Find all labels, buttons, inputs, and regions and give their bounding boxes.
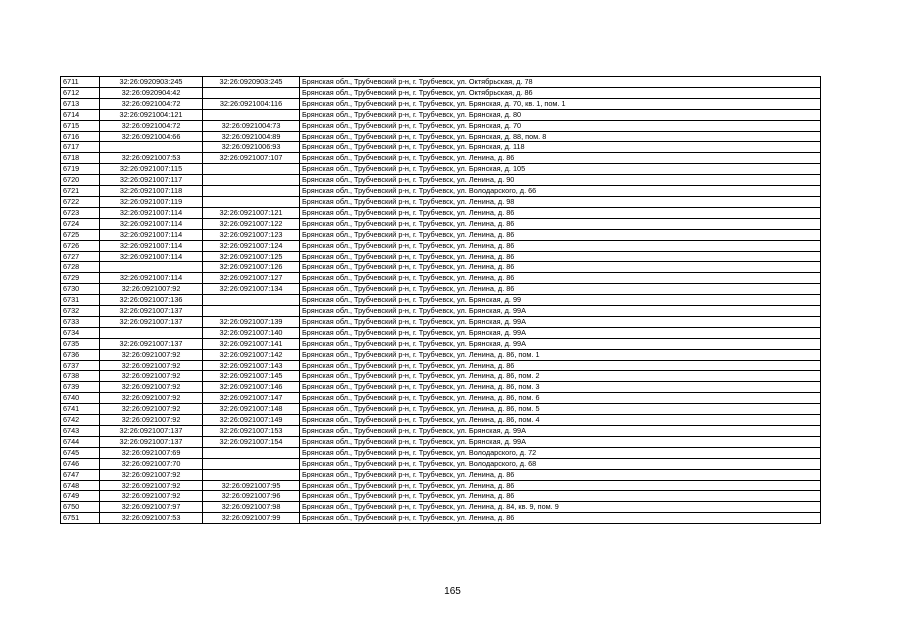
address-cell: Брянская обл., Трубчевский р-н, г. Трубчевск, ул. Брянская, д. 99 xyxy=(300,295,821,306)
address-cell: Брянская обл., Трубчевский р-н, г. Трубчевск, ул. Ленина, д. 86 xyxy=(300,273,821,284)
sub-object-number-cell: 32:26:0921007:147 xyxy=(203,393,300,404)
address-cell: Брянская обл., Трубчевский р-н, г. Трубчевск, ул. Ленина, д. 86 xyxy=(300,491,821,502)
sub-object-number-cell: 32:26:0921007:154 xyxy=(203,436,300,447)
cadastral-number-cell: 32:26:0921004:72 xyxy=(100,120,203,131)
sub-object-number-cell: 32:26:0921007:98 xyxy=(203,502,300,513)
table-row xyxy=(61,513,821,524)
cadastral-number-cell: 32:26:0921007:118 xyxy=(100,186,203,197)
sub-object-number-cell xyxy=(203,164,300,175)
sub-object-number-cell xyxy=(203,196,300,207)
sub-object-number-cell: 32:26:0921007:149 xyxy=(203,415,300,426)
cadastral-number-cell: 32:26:0921004:66 xyxy=(100,131,203,142)
sub-object-number-cell: 32:26:0921006:93 xyxy=(203,142,300,153)
sub-object-number-cell xyxy=(203,109,300,120)
row-number-cell: 6746 xyxy=(61,458,100,469)
table-row xyxy=(61,196,821,207)
row-number-cell: 6715 xyxy=(61,120,100,131)
table-row xyxy=(61,480,821,491)
address-cell: Брянская обл., Трубчевский р-н, г. Трубчевск, ул. Ленина, д. 90 xyxy=(300,175,821,186)
cadastral-number-cell: 32:26:0921007:53 xyxy=(100,153,203,164)
table-row xyxy=(61,458,821,469)
cadastral-number-cell: 32:26:0921007:137 xyxy=(100,426,203,437)
cadastral-number-cell: 32:26:0921007:92 xyxy=(100,393,203,404)
address-cell: Брянская обл., Трубчевский р-н, г. Трубчевск, ул. Ленина, д. 86 xyxy=(300,469,821,480)
table-row xyxy=(61,186,821,197)
sub-object-number-cell xyxy=(203,447,300,458)
sub-object-number-cell: 32:26:0921007:122 xyxy=(203,218,300,229)
table-row xyxy=(61,262,821,273)
table-row xyxy=(61,404,821,415)
table-row xyxy=(61,316,821,327)
cadastral-number-cell: 32:26:0921004:121 xyxy=(100,109,203,120)
row-number-cell: 6730 xyxy=(61,284,100,295)
sub-object-number-cell: 32:26:0921004:116 xyxy=(203,98,300,109)
cadastral-number-cell: 32:26:0921007:136 xyxy=(100,295,203,306)
row-number-cell: 6737 xyxy=(61,360,100,371)
table-row xyxy=(61,371,821,382)
table-row xyxy=(61,77,821,88)
row-number-cell: 6720 xyxy=(61,175,100,186)
sub-object-number-cell xyxy=(203,295,300,306)
address-cell: Брянская обл., Трубчевский р-н, г. Трубчевск, ул. Ленина, д. 86, пом. 6 xyxy=(300,393,821,404)
cadastral-number-cell: 32:26:0921007:70 xyxy=(100,458,203,469)
cadastral-number-cell: 32:26:0921007:114 xyxy=(100,207,203,218)
table-row xyxy=(61,284,821,295)
sub-object-number-cell: 32:26:0921007:153 xyxy=(203,426,300,437)
address-cell: Брянская обл., Трубчевский р-н, г. Трубчевск, ул. Брянская, д. 99А xyxy=(300,306,821,317)
cadastral-number-cell: 32:26:0921007:114 xyxy=(100,273,203,284)
sub-object-number-cell: 32:26:0921007:96 xyxy=(203,491,300,502)
table-row xyxy=(61,109,821,120)
address-cell: Брянская обл., Трубчевский р-н, г. Трубчевск, ул. Ленина, д. 86 xyxy=(300,218,821,229)
address-cell: Брянская обл., Трубчевский р-н, г. Трубчевск, ул. Ленина, д. 86 xyxy=(300,262,821,273)
address-cell: Брянская обл., Трубчевский р-н, г. Трубчевск, ул. Брянская, д. 99А xyxy=(300,316,821,327)
row-number-cell: 6735 xyxy=(61,338,100,349)
address-cell: Брянская обл., Трубчевский р-н, г. Трубчевск, ул. Ленина, д. 86, пом. 3 xyxy=(300,382,821,393)
address-cell: Брянская обл., Трубчевский р-н, г. Трубчевск, ул. Брянская, д. 118 xyxy=(300,142,821,153)
sub-object-number-cell: 32:26:0921007:143 xyxy=(203,360,300,371)
table-row xyxy=(61,153,821,164)
cadastral-number-cell: 32:26:0921007:114 xyxy=(100,251,203,262)
row-number-cell: 6711 xyxy=(61,77,100,88)
address-cell: Брянская обл., Трубчевский р-н, г. Трубчевск, ул. Ленина, д. 84, кв. 9, пом. 9 xyxy=(300,502,821,513)
sub-object-number-cell: 32:26:0921007:95 xyxy=(203,480,300,491)
table-row xyxy=(61,426,821,437)
sub-object-number-cell: 32:26:0921007:126 xyxy=(203,262,300,273)
table-row xyxy=(61,131,821,142)
row-number-cell: 6739 xyxy=(61,382,100,393)
sub-object-number-cell: 32:26:0921007:99 xyxy=(203,513,300,524)
row-number-cell: 6721 xyxy=(61,186,100,197)
sub-object-number-cell: 32:26:0920903:245 xyxy=(203,77,300,88)
cadastral-number-cell: 32:26:0920904:42 xyxy=(100,87,203,98)
row-number-cell: 6749 xyxy=(61,491,100,502)
address-cell: Брянская обл., Трубчевский р-н, г. Трубчевск, ул. Октябрьская, д. 86 xyxy=(300,87,821,98)
sub-object-number-cell: 32:26:0921007:139 xyxy=(203,316,300,327)
sub-object-number-cell: 32:26:0921007:142 xyxy=(203,349,300,360)
table-row xyxy=(61,120,821,131)
table-row xyxy=(61,87,821,98)
table-row xyxy=(61,273,821,284)
row-number-cell: 6751 xyxy=(61,513,100,524)
row-number-cell: 6742 xyxy=(61,415,100,426)
row-number-cell: 6731 xyxy=(61,295,100,306)
page-number: 165 xyxy=(444,586,461,597)
table-row xyxy=(61,447,821,458)
address-cell: Брянская обл., Трубчевский р-н, г. Трубчевск, ул. Ленина, д. 86 xyxy=(300,240,821,251)
cadastral-number-cell: 32:26:0921007:92 xyxy=(100,360,203,371)
address-cell: Брянская обл., Трубчевский р-н, г. Трубчевск, ул. Володарского, д. 72 xyxy=(300,447,821,458)
address-cell: Брянская обл., Трубчевский р-н, г. Трубчевск, ул. Брянская, д. 88, пом. 8 xyxy=(300,131,821,142)
address-cell: Брянская обл., Трубчевский р-н, г. Трубчевск, ул. Ленина, д. 86, пом. 5 xyxy=(300,404,821,415)
row-number-cell: 6747 xyxy=(61,469,100,480)
sub-object-number-cell: 32:26:0921007:124 xyxy=(203,240,300,251)
cadastral-number-cell: 32:26:0921007:137 xyxy=(100,306,203,317)
table-row xyxy=(61,327,821,338)
table-row xyxy=(61,415,821,426)
sub-object-number-cell: 32:26:0921007:145 xyxy=(203,371,300,382)
table-row xyxy=(61,164,821,175)
cadastral-number-cell: 32:26:0921007:114 xyxy=(100,218,203,229)
table-row xyxy=(61,360,821,371)
address-cell: Брянская обл., Трубчевский р-н, г. Трубчевск, ул. Брянская, д. 99А xyxy=(300,338,821,349)
row-number-cell: 6745 xyxy=(61,447,100,458)
address-cell: Брянская обл., Трубчевский р-н, г. Трубчевск, ул. Брянская, д. 99А xyxy=(300,327,821,338)
sub-object-number-cell: 32:26:0921007:127 xyxy=(203,273,300,284)
cadastral-number-cell: 32:26:0921007:92 xyxy=(100,480,203,491)
cadastral-number-cell: 32:26:0921007:115 xyxy=(100,164,203,175)
row-number-cell: 6719 xyxy=(61,164,100,175)
table-row xyxy=(61,240,821,251)
cadastral-number-cell: 32:26:0921007:92 xyxy=(100,491,203,502)
sub-object-number-cell: 32:26:0921004:89 xyxy=(203,131,300,142)
row-number-cell: 6714 xyxy=(61,109,100,120)
table-row xyxy=(61,502,821,513)
table-row xyxy=(61,349,821,360)
address-cell: Брянская обл., Трубчевский р-н, г. Трубчевск, ул. Ленина, д. 86, пом. 2 xyxy=(300,371,821,382)
table-row xyxy=(61,207,821,218)
sub-object-number-cell: 32:26:0921007:148 xyxy=(203,404,300,415)
row-number-cell: 6727 xyxy=(61,251,100,262)
table-row xyxy=(61,469,821,480)
cadastral-number-cell: 32:26:0921007:92 xyxy=(100,284,203,295)
address-cell: Брянская обл., Трубчевский р-н, г. Трубчевск, ул. Брянская, д. 99А xyxy=(300,426,821,437)
table-row xyxy=(61,491,821,502)
row-number-cell: 6748 xyxy=(61,480,100,491)
row-number-cell: 6734 xyxy=(61,327,100,338)
row-number-cell: 6744 xyxy=(61,436,100,447)
address-cell: Брянская обл., Трубчевский р-н, г. Трубчевск, ул. Брянская, д. 105 xyxy=(300,164,821,175)
address-cell: Брянская обл., Трубчевский р-н, г. Трубчевск, ул. Ленина, д. 86 xyxy=(300,360,821,371)
address-cell: Брянская обл., Трубчевский р-н, г. Трубчевск, ул. Ленина, д. 86, пом. 4 xyxy=(300,415,821,426)
cadastral-number-cell: 32:26:0921007:92 xyxy=(100,371,203,382)
row-number-cell: 6713 xyxy=(61,98,100,109)
sub-object-number-cell: 32:26:0921007:146 xyxy=(203,382,300,393)
row-number-cell: 6743 xyxy=(61,426,100,437)
cadastral-number-cell: 32:26:0921007:119 xyxy=(100,196,203,207)
address-cell: Брянская обл., Трубчевский р-н, г. Трубчевск, ул. Брянская, д. 80 xyxy=(300,109,821,120)
sub-object-number-cell xyxy=(203,87,300,98)
cadastral-number-cell: 32:26:0921007:92 xyxy=(100,415,203,426)
address-cell: Брянская обл., Трубчевский р-н, г. Трубчевск, ул. Брянская, д. 99А xyxy=(300,436,821,447)
cadastral-number-cell: 32:26:0921007:92 xyxy=(100,382,203,393)
row-number-cell: 6729 xyxy=(61,273,100,284)
registry-table xyxy=(60,76,821,524)
registry-table-body xyxy=(61,77,821,524)
cadastral-number-cell: 32:26:0920903:245 xyxy=(100,77,203,88)
row-number-cell: 6717 xyxy=(61,142,100,153)
address-cell: Брянская обл., Трубчевский р-н, г. Трубчевск, ул. Ленина, д. 86 xyxy=(300,513,821,524)
table-row xyxy=(61,142,821,153)
cadastral-number-cell: 32:26:0921007:137 xyxy=(100,338,203,349)
cadastral-number-cell: 32:26:0921007:92 xyxy=(100,349,203,360)
address-cell: Брянская обл., Трубчевский р-н, г. Трубчевск, ул. Ленина, д. 98 xyxy=(300,196,821,207)
cadastral-number-cell: 32:26:0921007:92 xyxy=(100,404,203,415)
address-cell: Брянская обл., Трубчевский р-н, г. Трубчевск, ул. Ленина, д. 86 xyxy=(300,153,821,164)
address-cell: Брянская обл., Трубчевский р-н, г. Трубчевск, ул. Брянская, д. 70 xyxy=(300,120,821,131)
row-number-cell: 6723 xyxy=(61,207,100,218)
cadastral-number-cell: 32:26:0921007:137 xyxy=(100,316,203,327)
sub-object-number-cell xyxy=(203,306,300,317)
table-row xyxy=(61,436,821,447)
cadastral-number-cell: 32:26:0921007:114 xyxy=(100,229,203,240)
sub-object-number-cell xyxy=(203,175,300,186)
cadastral-number-cell: 32:26:0921004:72 xyxy=(100,98,203,109)
address-cell: Брянская обл., Трубчевский р-н, г. Трубчевск, ул. Ленина, д. 86 xyxy=(300,480,821,491)
sub-object-number-cell: 32:26:0921007:107 xyxy=(203,153,300,164)
sub-object-number-cell: 32:26:0921007:141 xyxy=(203,338,300,349)
address-cell: Брянская обл., Трубчевский р-н, г. Трубчевск, ул. Ленина, д. 86, пом. 1 xyxy=(300,349,821,360)
table-row xyxy=(61,338,821,349)
row-number-cell: 6725 xyxy=(61,229,100,240)
sub-object-number-cell xyxy=(203,469,300,480)
cadastral-number-cell xyxy=(100,262,203,273)
address-cell: Брянская обл., Трубчевский р-н, г. Трубчевск, ул. Ленина, д. 86 xyxy=(300,207,821,218)
cadastral-number-cell xyxy=(100,327,203,338)
table-row xyxy=(61,251,821,262)
row-number-cell: 6724 xyxy=(61,218,100,229)
row-number-cell: 6741 xyxy=(61,404,100,415)
table-row xyxy=(61,393,821,404)
row-number-cell: 6716 xyxy=(61,131,100,142)
cadastral-number-cell: 32:26:0921007:117 xyxy=(100,175,203,186)
address-cell: Брянская обл., Трубчевский р-н, г. Трубчевск, ул. Ленина, д. 86 xyxy=(300,284,821,295)
registry-sheet xyxy=(60,76,821,524)
row-number-cell: 6732 xyxy=(61,306,100,317)
row-number-cell: 6718 xyxy=(61,153,100,164)
table-row xyxy=(61,382,821,393)
row-number-cell: 6733 xyxy=(61,316,100,327)
row-number-cell: 6736 xyxy=(61,349,100,360)
cadastral-number-cell: 32:26:0921007:137 xyxy=(100,436,203,447)
sub-object-number-cell: 32:26:0921007:125 xyxy=(203,251,300,262)
sub-object-number-cell xyxy=(203,458,300,469)
row-number-cell: 6726 xyxy=(61,240,100,251)
address-cell: Брянская обл., Трубчевский р-н, г. Трубчевск, ул. Володарского, д. 68 xyxy=(300,458,821,469)
cadastral-number-cell xyxy=(100,142,203,153)
table-row xyxy=(61,218,821,229)
table-row xyxy=(61,295,821,306)
cadastral-number-cell: 32:26:0921007:97 xyxy=(100,502,203,513)
cadastral-number-cell: 32:26:0921007:69 xyxy=(100,447,203,458)
table-row xyxy=(61,229,821,240)
table-row xyxy=(61,98,821,109)
sub-object-number-cell xyxy=(203,186,300,197)
cadastral-number-cell: 32:26:0921007:114 xyxy=(100,240,203,251)
row-number-cell: 6738 xyxy=(61,371,100,382)
address-cell: Брянская обл., Трубчевский р-н, г. Трубчевск, ул. Ленина, д. 86 xyxy=(300,229,821,240)
sub-object-number-cell: 32:26:0921004:73 xyxy=(203,120,300,131)
table-row xyxy=(61,175,821,186)
cadastral-number-cell: 32:26:0921007:92 xyxy=(100,469,203,480)
table-row xyxy=(61,306,821,317)
address-cell: Брянская обл., Трубчевский р-н, г. Трубчевск, ул. Володарского, д. 66 xyxy=(300,186,821,197)
sub-object-number-cell: 32:26:0921007:140 xyxy=(203,327,300,338)
sub-object-number-cell: 32:26:0921007:134 xyxy=(203,284,300,295)
row-number-cell: 6712 xyxy=(61,87,100,98)
cadastral-number-cell: 32:26:0921007:53 xyxy=(100,513,203,524)
address-cell: Брянская обл., Трубчевский р-н, г. Трубчевск, ул. Октябрьская, д. 78 xyxy=(300,77,821,88)
address-cell: Брянская обл., Трубчевский р-н, г. Трубчевск, ул. Брянская, д. 70, кв. 1, пом. 1 xyxy=(300,98,821,109)
sub-object-number-cell: 32:26:0921007:121 xyxy=(203,207,300,218)
row-number-cell: 6740 xyxy=(61,393,100,404)
sub-object-number-cell: 32:26:0921007:123 xyxy=(203,229,300,240)
row-number-cell: 6750 xyxy=(61,502,100,513)
row-number-cell: 6722 xyxy=(61,196,100,207)
address-cell: Брянская обл., Трубчевский р-н, г. Трубчевск, ул. Ленина, д. 86 xyxy=(300,251,821,262)
row-number-cell: 6728 xyxy=(61,262,100,273)
